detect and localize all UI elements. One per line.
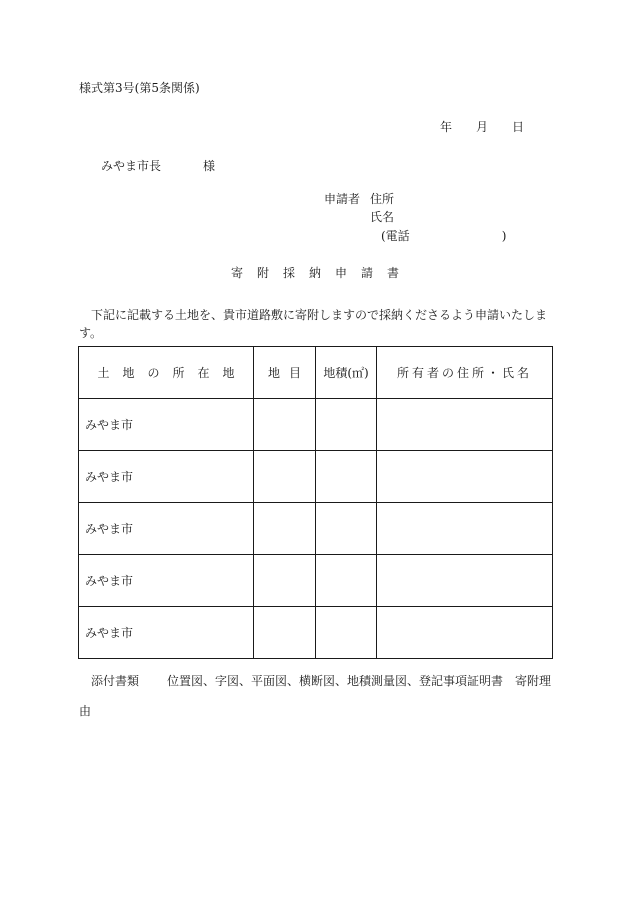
request-text: 下記に記載する土地を、貴市道路敷に寄附しますので採納くださるよう申請いたします。 <box>79 308 548 340</box>
land-category-cell[interactable] <box>254 451 316 503</box>
location-cell[interactable]: みやま市 <box>79 399 254 451</box>
land-category-cell[interactable] <box>254 503 316 555</box>
day-label: 日 <box>512 120 525 134</box>
addressee-name: みやま市長 <box>101 159 162 173</box>
location-cell[interactable]: みやま市 <box>79 607 254 659</box>
area-cell[interactable] <box>316 399 377 451</box>
table-header-row <box>79 347 553 399</box>
table-row <box>79 503 553 555</box>
attachments <box>79 666 553 726</box>
applicant-role-label: 申請者 <box>324 192 361 206</box>
addressee <box>101 159 215 173</box>
area-cell[interactable] <box>316 555 377 607</box>
owner-cell[interactable] <box>377 555 553 607</box>
area-cell[interactable] <box>316 607 377 659</box>
land-table <box>78 346 553 659</box>
applicant-name-label: 氏名 <box>370 210 395 224</box>
document-title: 寄附採納申請書 <box>230 266 413 280</box>
applicant-address-label: 住所 <box>370 192 395 206</box>
header-area: 地積(㎡) <box>316 347 377 399</box>
attachments-label: 添付書類 <box>91 674 140 688</box>
month-label: 月 <box>476 120 489 134</box>
table-row <box>79 399 553 451</box>
header-owner: 所有者の住所・氏名 <box>377 347 553 399</box>
table-row <box>79 607 553 659</box>
applicant-phone-line <box>381 229 506 243</box>
addressee-honorific: 様 <box>203 159 216 173</box>
header-land-category: 地目 <box>254 347 316 399</box>
table-row <box>79 451 553 503</box>
attachments-items: 位置図、字図、平面図、横断図、地積測量図、登記事項証明書 寄附理由 <box>79 674 552 718</box>
phone-open: (電話 <box>381 229 410 243</box>
date-line <box>440 120 524 134</box>
owner-cell[interactable] <box>377 607 553 659</box>
area-cell[interactable] <box>316 503 377 555</box>
header-location: 土地の所在地 <box>79 347 254 399</box>
location-cell[interactable]: みやま市 <box>79 451 254 503</box>
owner-cell[interactable] <box>377 399 553 451</box>
land-category-cell[interactable] <box>254 399 316 451</box>
owner-cell[interactable] <box>377 451 553 503</box>
land-category-cell[interactable] <box>254 555 316 607</box>
phone-close: ) <box>501 229 507 243</box>
form-number: 様式第3号(第5条関係) <box>79 81 200 95</box>
area-cell[interactable] <box>316 451 377 503</box>
table-row <box>79 555 553 607</box>
year-label: 年 <box>440 120 453 134</box>
land-category-cell[interactable] <box>254 607 316 659</box>
owner-cell[interactable] <box>377 503 553 555</box>
location-cell[interactable]: みやま市 <box>79 555 254 607</box>
location-cell[interactable]: みやま市 <box>79 503 254 555</box>
